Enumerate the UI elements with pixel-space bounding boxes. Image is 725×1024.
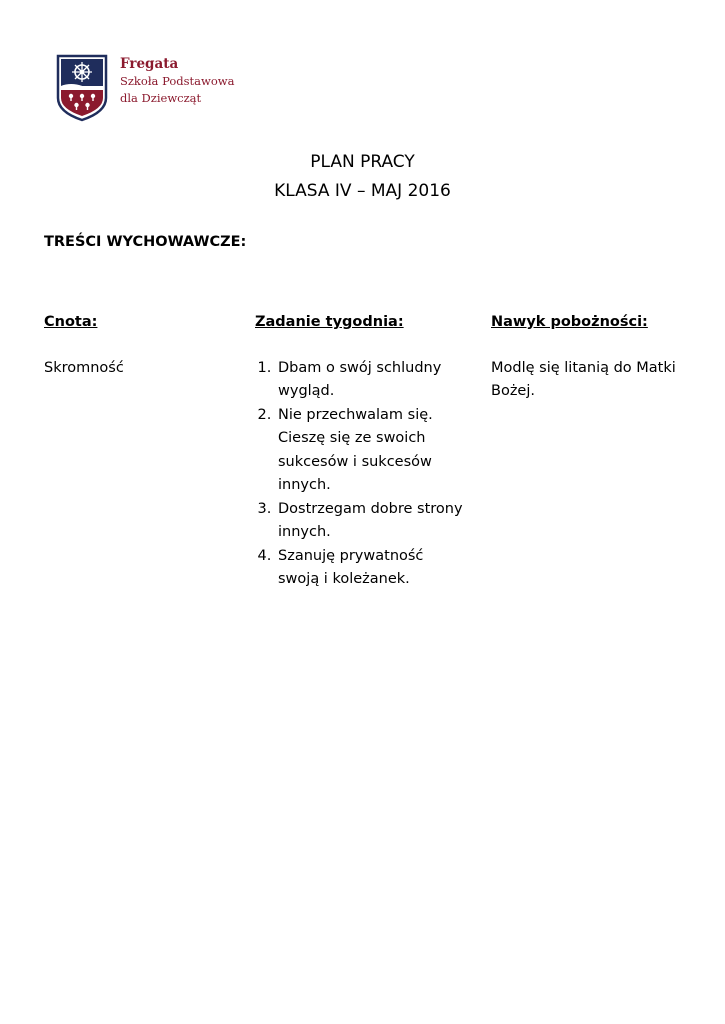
school-logo xyxy=(56,54,236,124)
weekly-task-header: Zadanie tygodnia: xyxy=(255,314,404,330)
school-crest-icon xyxy=(56,54,108,122)
title-line-2: KLASA IV – MAJ 2016 xyxy=(274,181,451,201)
piety-habit-column xyxy=(491,311,691,404)
weekly-task-item: 3. Dostrzegam dobre strony innych. xyxy=(276,498,467,545)
piety-habit-value: Modlę się litanią do Matki Bożej. xyxy=(491,359,676,399)
weekly-task-column xyxy=(255,311,467,592)
title-line-1: PLAN PRACY xyxy=(310,152,415,172)
logo-text xyxy=(120,56,234,107)
virtue-column xyxy=(44,311,234,380)
document-title xyxy=(0,148,725,206)
virtue-header: Cnota: xyxy=(44,314,98,330)
weekly-task-item: 4. Szanuję prywatność swoją i koleżanek. xyxy=(276,545,467,592)
weekly-task-list-wrapper xyxy=(255,357,467,592)
weekly-task-list xyxy=(255,357,467,592)
weekly-task-item: 2. Nie przechwalam się. Cieszę się ze swoich sukcesów i sukcesów innych. xyxy=(276,404,467,498)
virtue-value: Skromność xyxy=(44,359,124,376)
logo-school-name: Fregata xyxy=(120,56,179,72)
weekly-task-item: 1. Dbam o swój schludny wygląd. xyxy=(276,357,467,404)
logo-school-audience: dla Dziewcząt xyxy=(120,91,202,105)
logo-school-type: Szkoła Podstawowa xyxy=(120,74,235,88)
section-heading: TREŚCI WYCHOWAWCZE: xyxy=(44,234,247,250)
piety-habit-header: Nawyk pobożności: xyxy=(491,314,648,330)
